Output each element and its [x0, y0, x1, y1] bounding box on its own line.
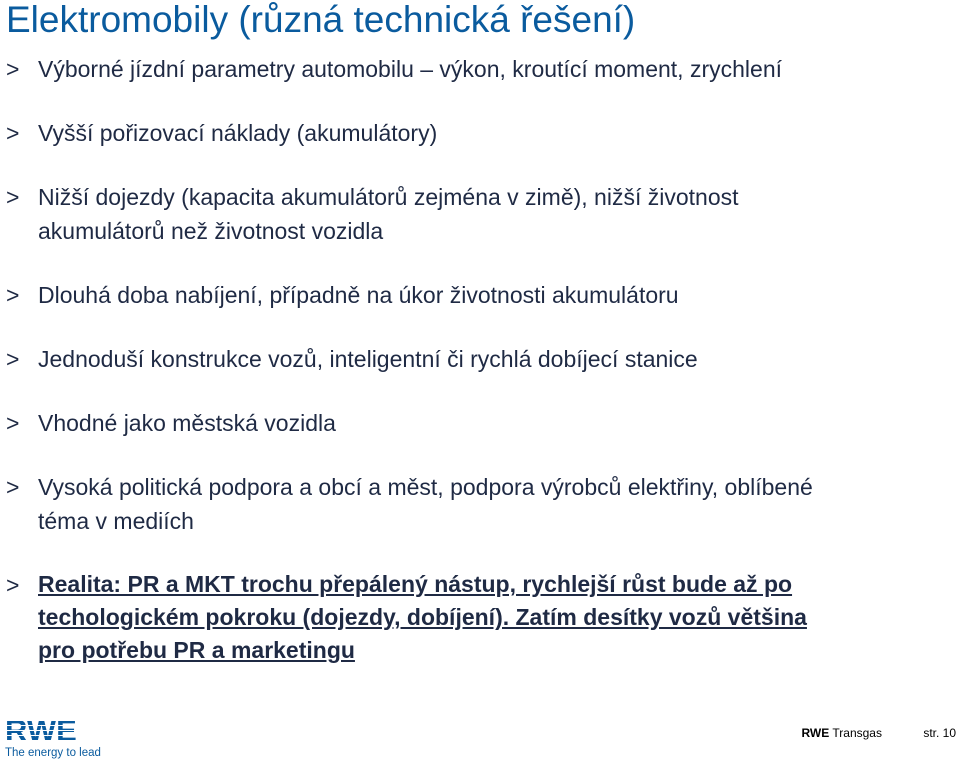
bullet-marker: > [6, 56, 20, 82]
bullet-item-emphasized [0, 568, 960, 667]
bullet-item [0, 342, 960, 376]
bullet-marker: > [6, 346, 20, 372]
bullet-marker: > [6, 474, 20, 500]
bullet-item [0, 278, 960, 312]
bullet-list [0, 52, 960, 667]
rwe-logo [5, 713, 105, 760]
logo-tagline: The energy to lead [5, 747, 101, 759]
bullet-text-line: Nižší dojezdy (kapacita akumulátorů zejména v zimě), nižší životnost [38, 184, 739, 210]
slide-title: Elektromobily (různá technická řešení) [6, 0, 636, 40]
bullet-text-line: Výborné jízdní parametry automobilu – výkon, kroutící moment, zrychlení [38, 56, 782, 82]
slide-footer [801, 725, 956, 741]
bullet-marker: > [6, 410, 20, 436]
footer-company: Transgas [832, 726, 882, 740]
bullet-item [0, 470, 960, 538]
bullet-text-line: pro potřebu PR a marketingu [38, 637, 355, 663]
logo-mark: RWE [5, 716, 105, 746]
bullet-marker: > [6, 120, 20, 146]
footer-brand: RWE [801, 726, 830, 740]
bullet-text-line: Jednoduší konstrukce vozů, inteligentní či rychlá dobíjecí stanice [38, 346, 698, 372]
bullet-marker: > [6, 572, 20, 598]
bullet-text-line: Realita: PR a MKT trochu přepálený nástup, rychlejší růst bude až po [38, 571, 793, 597]
bullet-text-line: téma v mediích [38, 508, 194, 534]
bullet-text-line: techologickém pokroku (dojezdy, dobíjení). Zatím desítky vozů většina [38, 604, 807, 630]
bullet-text-line: Vhodné jako městská vozidla [38, 410, 336, 436]
bullet-text-line: Dlouhá doba nabíjení, případně na úkor životnosti akumulátoru [38, 282, 679, 308]
bullet-marker: > [6, 282, 20, 308]
bullet-marker: > [6, 184, 20, 210]
bullet-item [0, 52, 960, 86]
bullet-item [0, 406, 960, 440]
bullet-text-line: akumulátorů než životnost vozidla [38, 218, 384, 244]
bullet-item [0, 180, 960, 248]
bullet-text-line: Vyšší pořizovací náklady (akumulátory) [38, 120, 438, 146]
bullet-item [0, 116, 960, 150]
bullet-text-line: Vysoká politická podpora a obcí a měst, podpora výrobců elektřiny, oblíbené [38, 474, 813, 500]
page-number: str. 10 [923, 726, 956, 740]
